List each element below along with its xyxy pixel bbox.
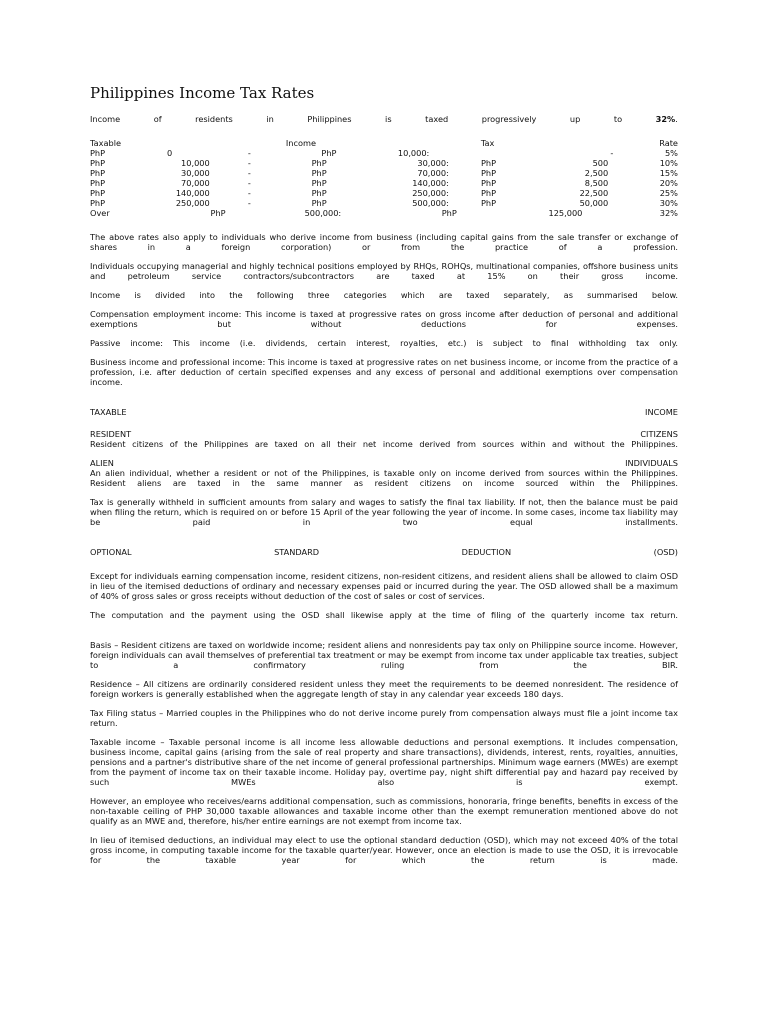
table-cell: 10% <box>659 158 678 168</box>
heading-word: RESIDENT <box>90 429 132 439</box>
document-page <box>90 84 678 874</box>
intro-word: Income <box>90 114 121 124</box>
heading-word: DEDUCTION <box>461 547 512 557</box>
table-cell: PhP <box>90 148 106 158</box>
intro-word: of <box>153 114 162 124</box>
table-cell: - <box>610 148 614 158</box>
table-cell: 2,500 <box>584 168 609 178</box>
table-cell: PhP <box>480 158 497 168</box>
intro-word: Philippines <box>307 114 352 124</box>
table-row <box>90 168 678 178</box>
table-cell: PhP <box>311 158 327 168</box>
table-cell: 10,000 <box>181 158 210 168</box>
table-cell: 20% <box>659 178 678 188</box>
tax-rate-table <box>90 138 678 218</box>
header-income: Income <box>285 138 317 148</box>
intro-word: is <box>385 114 392 124</box>
table-cell: 32% <box>659 208 678 218</box>
table-cell: 250,000: <box>412 188 449 198</box>
paragraph: However, an employee who receives/earns additional compensation, such as commissions, honoraria, fringe benefits, benefits in excess of the non-taxable ceiling of PHP 30,000 taxable allowances and taxable income other than the exempt remuneration mentioned above do not qualify as an MWE and, therefore, his/her entire earnings are not exempt from income tax. <box>90 796 678 826</box>
section-heading-taxable-income <box>90 407 678 417</box>
table-cell: 70,000 <box>181 178 210 188</box>
table-row <box>90 148 678 158</box>
paragraph: Residence – All citizens are ordinarily considered resident unless they meet the requirements to be deemed nonresident. The residence of foreign workers is generally established when the aggregate length of stay in any calendar year exceeds 180 days. <box>90 679 678 699</box>
table-cell: - <box>247 168 251 178</box>
table-cell: PhP <box>480 188 497 198</box>
table-cell: PhP <box>90 158 106 168</box>
paragraph: Individuals occupying managerial and highly technical positions employed by RHQs, ROHQs, multinational companies, offshore business units and petroleum service contractors/subcontractors are taxed at 15% on their gross income. <box>90 261 678 281</box>
intro-word: in <box>266 114 274 124</box>
table-cell: 140,000: <box>412 178 449 188</box>
paragraph: Taxable income – Taxable personal income is all income less allowable deductions and personal exemptions. It includes compensation, business income, capital gains (arising from the sale of real property and share transactions), dividends, interest, rents, royalties, annuities, pensions and a partner's distributive share of the net income of general professional partnerships. Minimum wage earners (MWEs) are exempt from the payment of income tax on their taxable income. Holiday pay, overtime pay, night shift differential pay and hazard pay received by such MWEs also is exempt. <box>90 737 678 787</box>
heading-word: INDIVIDUALS <box>625 458 678 468</box>
intro-rate-value: 32% <box>655 114 676 124</box>
paragraph: In lieu of itemised deductions, an individual may elect to use the optional standard deduction (OSD), which may not exceed 40% of the total gross income, in computing taxable income for the taxable quarter/year. However, once an election is made to use the OSD, it is irrevocable for the taxable year for which the return is made. <box>90 835 678 865</box>
table-cell: 30% <box>659 198 678 208</box>
table-cell: - <box>247 148 251 158</box>
intro-line <box>90 114 678 124</box>
table-cell: 70,000: <box>417 168 449 178</box>
intro-word: to <box>613 114 623 124</box>
section-heading-osd <box>90 547 678 557</box>
paragraph: Tax is generally withheld in sufficient amounts from salary and wages to satisfy the final tax liability. If not, then the balance must be paid when filing the return, which is required on or before 15 April of the year following the year of income. In some cases, income tax liability may be paid in two equal installments. <box>90 497 678 527</box>
paragraph: Resident citizens of the Philippines are taxed on all their net income derived from sources within and without the Philippines. <box>90 439 678 449</box>
table-header <box>90 138 678 148</box>
heading-word: TAXABLE <box>90 407 127 417</box>
intro-word: residents <box>195 114 233 124</box>
table-cell: 250,000 <box>175 198 210 208</box>
table-cell: 0 <box>167 148 173 158</box>
heading-word: CITIZENS <box>640 429 678 439</box>
table-cell: 30,000 <box>181 168 210 178</box>
paragraph: Compensation employment income: This income is taxed at progressive rates on gross income after deduction of personal and additional exemptions but without deductions for expenses. <box>90 309 678 329</box>
paragraph: The computation and the payment using the OSD shall likewise apply at the time of filing of the quarterly income tax return. <box>90 610 678 620</box>
table-row <box>90 158 678 168</box>
table-cell: 140,000 <box>175 188 210 198</box>
table-cell: 8,500 <box>584 178 609 188</box>
header-rate: Rate <box>659 138 678 148</box>
intro-word: taxed <box>425 114 449 124</box>
table-cell: PhP <box>480 168 497 178</box>
table-row <box>90 178 678 188</box>
paragraph: Business income and professional income: This income is taxed at progressive rates on net business income, or income from the practice of a profession, i.e. after deduction of certain specified expenses and any excess of personal and additional exemptions over compensation income. <box>90 357 678 387</box>
table-row <box>90 188 678 198</box>
section-heading-alien <box>90 458 678 468</box>
table-cell: Over <box>90 208 110 218</box>
table-row <box>90 208 678 218</box>
table-cell: 500,000: <box>412 198 449 208</box>
table-cell: - <box>247 178 251 188</box>
paragraph: Tax Filing status – Married couples in the Philippines who do not derive income purely from compensation always must file a joint income tax return. <box>90 708 678 728</box>
heading-word: ALIEN <box>90 458 114 468</box>
intro-end: . <box>675 114 678 124</box>
table-cell: PhP <box>321 148 337 158</box>
paragraph: Passive income: This income (i.e. dividends, certain interest, royalties, etc.) is subject to final withholding tax only. <box>90 338 678 348</box>
paragraph: Except for individuals earning compensation income, resident citizens, non-resident citizens, and resident aliens shall be allowed to claim OSD in lieu of the itemised deductions of ordinary and necessary expenses paid or incurred during the year. The OSD allowed shall be a maximum of 40% of gross sales or gross receipts without deduction of the cost of sales or cost of services. <box>90 571 678 601</box>
heading-word: (OSD) <box>653 547 678 557</box>
table-cell: 15% <box>659 168 678 178</box>
table-cell: 50,000 <box>579 198 609 208</box>
table-cell: 5% <box>664 148 678 158</box>
table-cell: PhP <box>480 178 497 188</box>
paragraph: Basis – Resident citizens are taxed on worldwide income; resident aliens and nonresidents pay tax only on Philippine source income. However, foreign individuals can avail themselves of preferential tax treatment or may be exempt from income tax under applicable tax treaties, subject to a confirmatory ruling from the BIR. <box>90 640 678 670</box>
table-cell: 10,000: <box>397 148 430 158</box>
table-cell: PhP <box>480 198 497 208</box>
table-cell: PhP <box>90 168 106 178</box>
table-cell: 125,000 <box>548 208 583 218</box>
section-heading-resident <box>90 429 678 439</box>
table-cell: PhP <box>90 198 106 208</box>
table-row <box>90 198 678 208</box>
table-cell: PhP <box>311 188 327 198</box>
page-title: Philippines Income Tax Rates <box>90 84 315 102</box>
table-cell: PhP <box>311 198 327 208</box>
heading-word: STANDARD <box>274 547 320 557</box>
table-cell: - <box>247 198 251 208</box>
intro-rate <box>656 114 678 124</box>
table-cell: PhP <box>210 208 226 218</box>
heading-word: INCOME <box>645 407 678 417</box>
table-cell: 500 <box>592 158 609 168</box>
paragraph: An alien individual, whether a resident or not of the Philippines, is taxable only on income derived from sources within the Philippines. Resident aliens are taxed in the same manner as resident citizens on income sourced within the Philippines. <box>90 468 678 488</box>
table-cell: PhP <box>90 188 106 198</box>
intro-word: up <box>569 114 581 124</box>
paragraph: Income is divided into the following three categories which are taxed separately, as summarised below. <box>90 290 678 300</box>
table-cell: 500,000: <box>304 208 342 218</box>
table-cell: - <box>247 188 251 198</box>
header-taxable: Taxable <box>90 138 122 148</box>
table-cell: PhP <box>90 178 106 188</box>
table-cell: 25% <box>659 188 678 198</box>
heading-word: OPTIONAL <box>90 547 132 557</box>
table-cell: PhP <box>311 168 327 178</box>
table-cell: PhP <box>441 208 457 218</box>
table-cell: PhP <box>311 178 327 188</box>
header-tax: Tax <box>480 138 495 148</box>
paragraph: The above rates also apply to individuals who derive income from business (including capital gains from the sale transfer or exchange of shares in a foreign corporation) or from the practice of a profession. <box>90 232 678 252</box>
table-cell: 30,000: <box>417 158 449 168</box>
intro-word: progressively <box>481 114 537 124</box>
table-cell: - <box>247 158 251 168</box>
table-cell: 22,500 <box>579 188 609 198</box>
